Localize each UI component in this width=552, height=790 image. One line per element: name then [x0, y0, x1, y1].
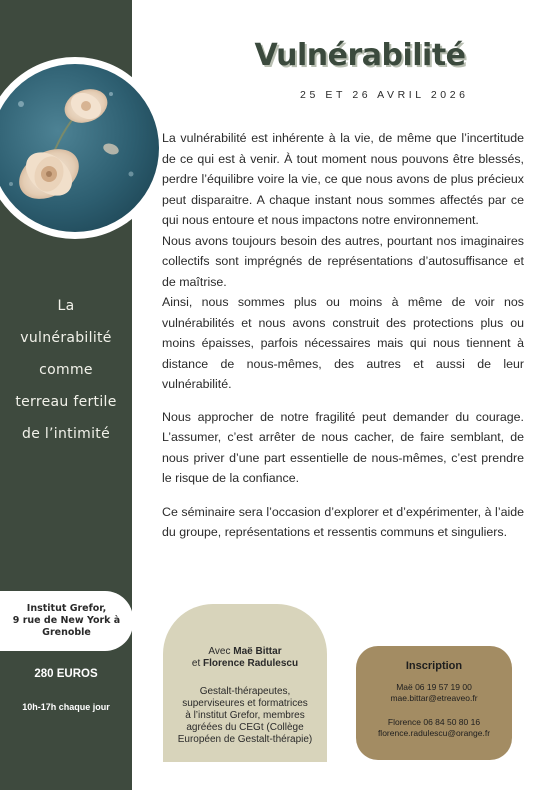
inscription-title: Inscription [405, 660, 463, 672]
tagline-line: terreau fertile [15, 394, 117, 410]
tagline-line: de l’intimité [22, 426, 110, 442]
price-label: 280 EUROS [34, 668, 98, 680]
address-line: 9 rue de New York à [12, 615, 121, 626]
contact-mae [356, 682, 512, 704]
speaker-names [163, 646, 327, 670]
contact-email[interactable]: florence.radulescu@orange.fr [377, 728, 491, 738]
paragraph: Nous avons toujours besoin des autres, pourtant nos imaginaires collectifs sont imprégnés de représentations d’autosuffisance et de maîtrise. [162, 233, 524, 289]
hours-label: 10h-17h chaque jour [22, 702, 110, 712]
contact-florence [356, 717, 512, 739]
address-line: Grenoble [42, 627, 91, 638]
qualification-line: Européen de Gestalt-thérapie) [177, 734, 313, 745]
tagline-line: La [57, 298, 75, 314]
contact-phone: Maë 06 19 57 19 00 [396, 682, 472, 692]
page-title: Vulnérabilité [254, 38, 466, 73]
contact-email[interactable]: mae.bittar@etreaveo.fr [390, 693, 478, 703]
contact-phone: Florence 06 84 50 80 16 [387, 717, 481, 727]
inscription-box [356, 646, 512, 760]
address-line: Institut Grefor, [26, 603, 107, 614]
speaker-qualifications [163, 686, 327, 746]
sidebar-tagline [0, 290, 132, 450]
body-text [162, 128, 524, 543]
speaker-joiner: et [191, 658, 204, 669]
paragraph: Ce séminaire sera l’occasion d’explorer et d’expérimenter, à l’aide du groupe, représentations et ressentis communs et singuliers. [162, 504, 524, 539]
paragraph: Nous approcher de notre fragilité peut demander du courage. L’assumer, c’est arrêter de nous cacher, de faire semblant, de nous priver d’une part essentielle de nous-mêmes, c’est prendre le risque de la confiance. [162, 409, 524, 485]
qualification-line: agréées du CEGt (Collège [186, 722, 304, 733]
paragraph: Ainsi, nous sommes plus ou moins à même de voir nos vulnérabilités et nous avons construit des protections plus ou moins épaisses, parfois nécessaires mais qui nous tiennent à distance de nous-mêmes, des autres et aussi de leur vulnérabilité. [162, 295, 524, 391]
paragraph: La vulnérabilité est inhérente à la vie, de même que l’incertitude de ce qui est à venir. À tout moment nous pouvons être blessés, perdre l’équilibre voire la vie, ce que nous avons de plus précieux peut disparaitre. A chaque instant nous sommes affectés par ce qui nous entoure et nous impactons notre environnement. [162, 131, 524, 227]
speaker-name: Florence Radulescu [203, 658, 299, 669]
qualification-line: superviseures et formatrices [182, 698, 308, 709]
tagline-line: vulnérabilité [20, 330, 112, 346]
tagline-line: comme [39, 362, 93, 378]
speaker-prefix: Avec [208, 646, 234, 657]
event-date: 25 ET 26 AVRIL 2026 [300, 89, 469, 101]
speaker-name: Maë Bittar [233, 646, 282, 657]
qualification-line: Gestalt-thérapeutes, [199, 686, 291, 697]
address-box [0, 591, 133, 651]
qualification-line: à l’institut Grefor, membres [185, 710, 305, 721]
speakers-box [163, 604, 327, 762]
